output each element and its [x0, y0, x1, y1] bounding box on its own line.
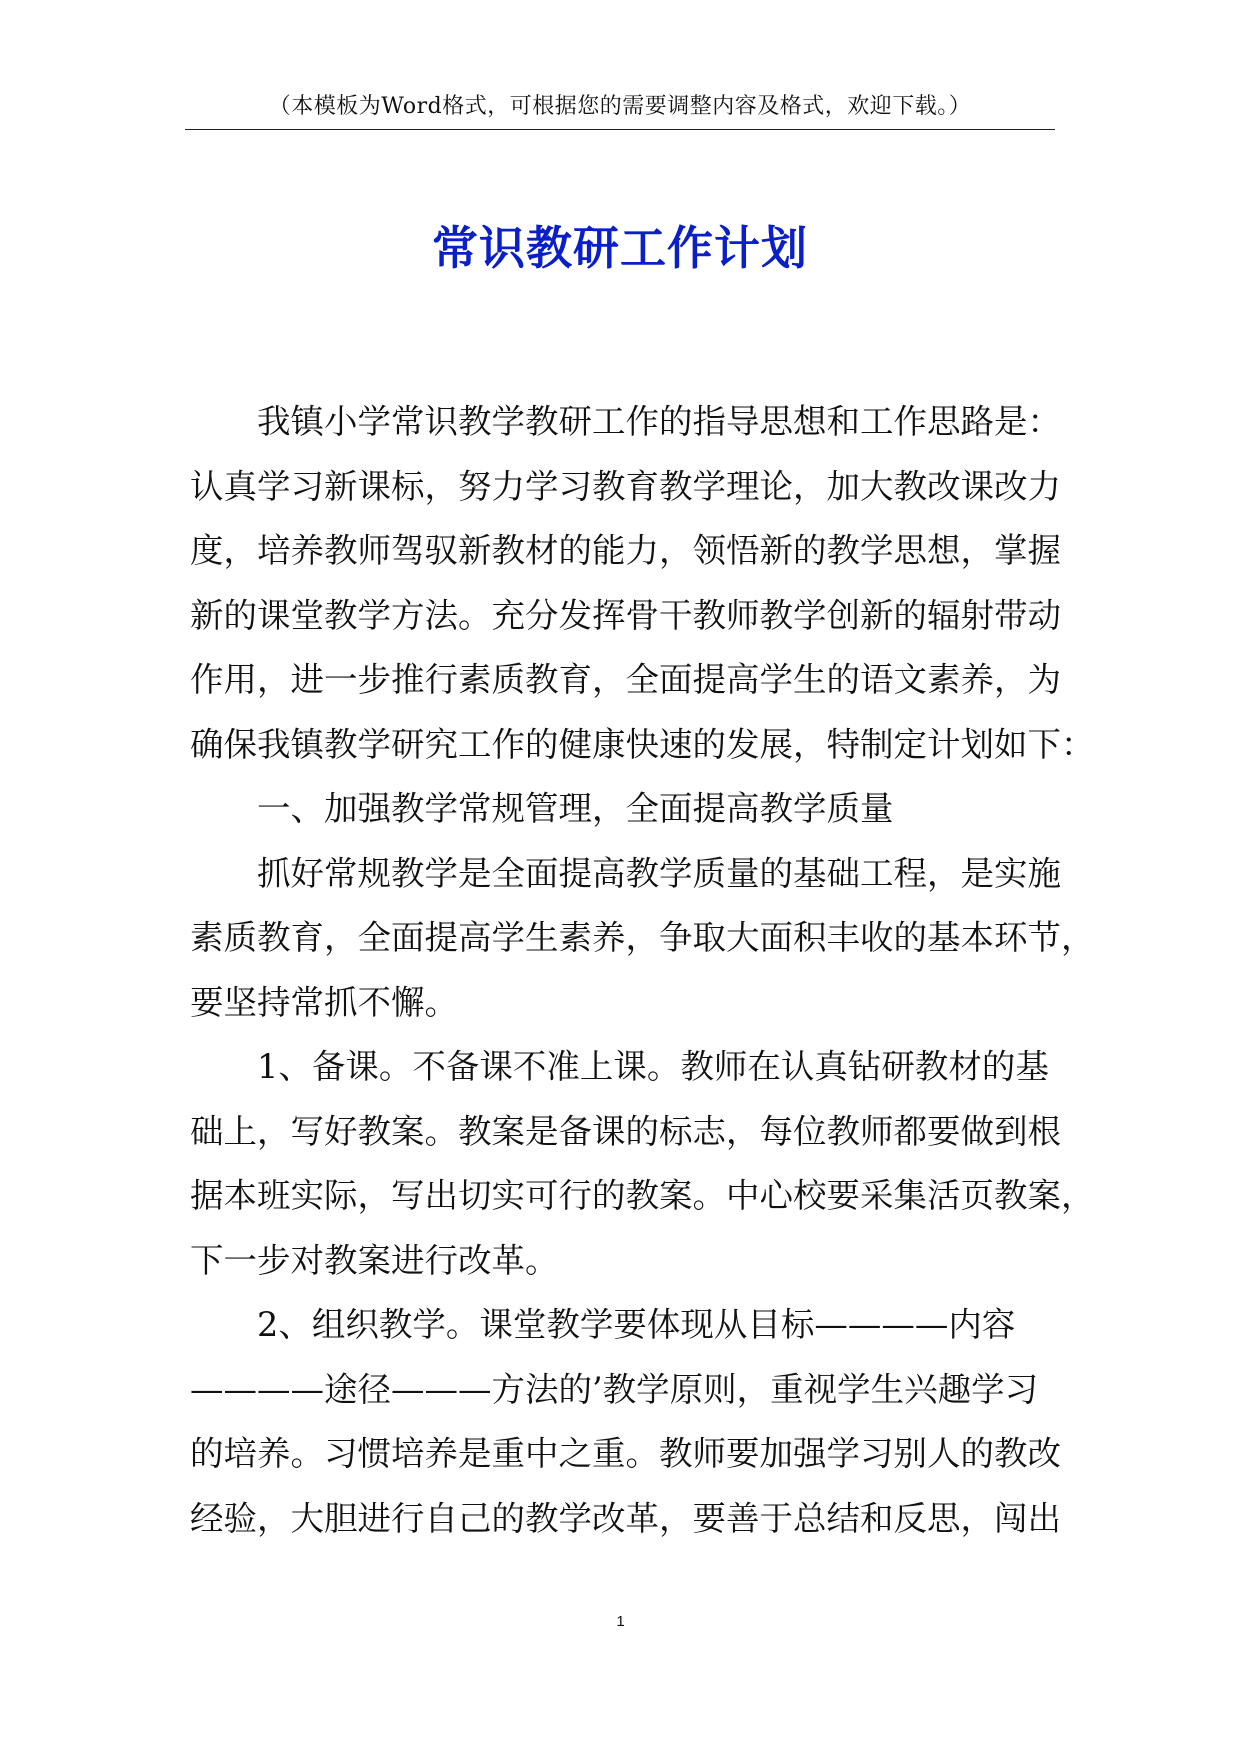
paragraph-line: 度，培养教师驾驭新教材的能力，领悟新的教学思想，掌握: [190, 531, 1061, 570]
paragraph-line: 新的课堂教学方法。充分发挥骨干教师教学创新的辐射带动: [190, 595, 1061, 635]
paragraph-line: 抓好常规教学是全面提高教学质量的基础工程，是实施: [257, 853, 1061, 893]
paragraph: [190, 1035, 1095, 1293]
document-body: [190, 390, 1095, 1551]
paragraph-line: 下一步对教案进行改革。: [190, 1240, 559, 1280]
paragraph-line: 础上，写好教案。教案是备课的标志，每位教师都要做到根: [190, 1111, 1061, 1151]
section-heading: [190, 777, 1060, 842]
page-number: 1: [616, 1613, 625, 1630]
paragraph-line: 确保我镇教学研究工作的健康快速的发展，特制定计划如下：: [190, 724, 1095, 764]
paragraph-line: 经验，大胆进行自己的教学改革，要善于总结和反思，闯出: [190, 1498, 1061, 1538]
paragraph: [190, 842, 1095, 1036]
paragraph-line: 认真学习新课标，努力学习教育教学理论，加大教改课改力: [190, 466, 1061, 506]
section-heading-text: 一、加强教学常规管理，全面提高教学质量: [257, 789, 894, 828]
paragraph-line: 1、备课。不备课不准上课。教师在认真钻研教材的基: [257, 1047, 1049, 1086]
document-title: 常识教研工作计划: [432, 221, 808, 275]
paragraph: [190, 1293, 1060, 1551]
paragraph-line: ————途径———方法的’教学原则，重视学生兴趣学习: [190, 1369, 1039, 1409]
paragraph-line: 据本班实际，写出切实可行的教案。中心校要采集活页教案，: [190, 1176, 1095, 1215]
header-divider: [185, 129, 1055, 130]
paragraph-line: 我镇小学常识教学教研工作的指导思想和工作思路是：: [257, 402, 1061, 441]
paragraph-line: 作用，进一步推行素质教育，全面提高学生的语文素养，为: [190, 660, 1061, 699]
paragraph-line: 2、组织教学。课堂教学要体现从目标————内容: [257, 1305, 1016, 1344]
paragraph-line: 的培养。习惯培养是重中之重。教师要加强学习别人的教改: [190, 1434, 1061, 1473]
header-note: （本模板为Word格式，可根据您的需要调整内容及格式，欢迎下载。）: [268, 94, 972, 119]
paragraph-line: 要坚持常抓不懈。: [190, 982, 458, 1022]
paragraph-line: 素质教育，全面提高学生素养，争取大面积丰收的基本环节，: [190, 918, 1095, 957]
paragraph: [190, 390, 1095, 777]
